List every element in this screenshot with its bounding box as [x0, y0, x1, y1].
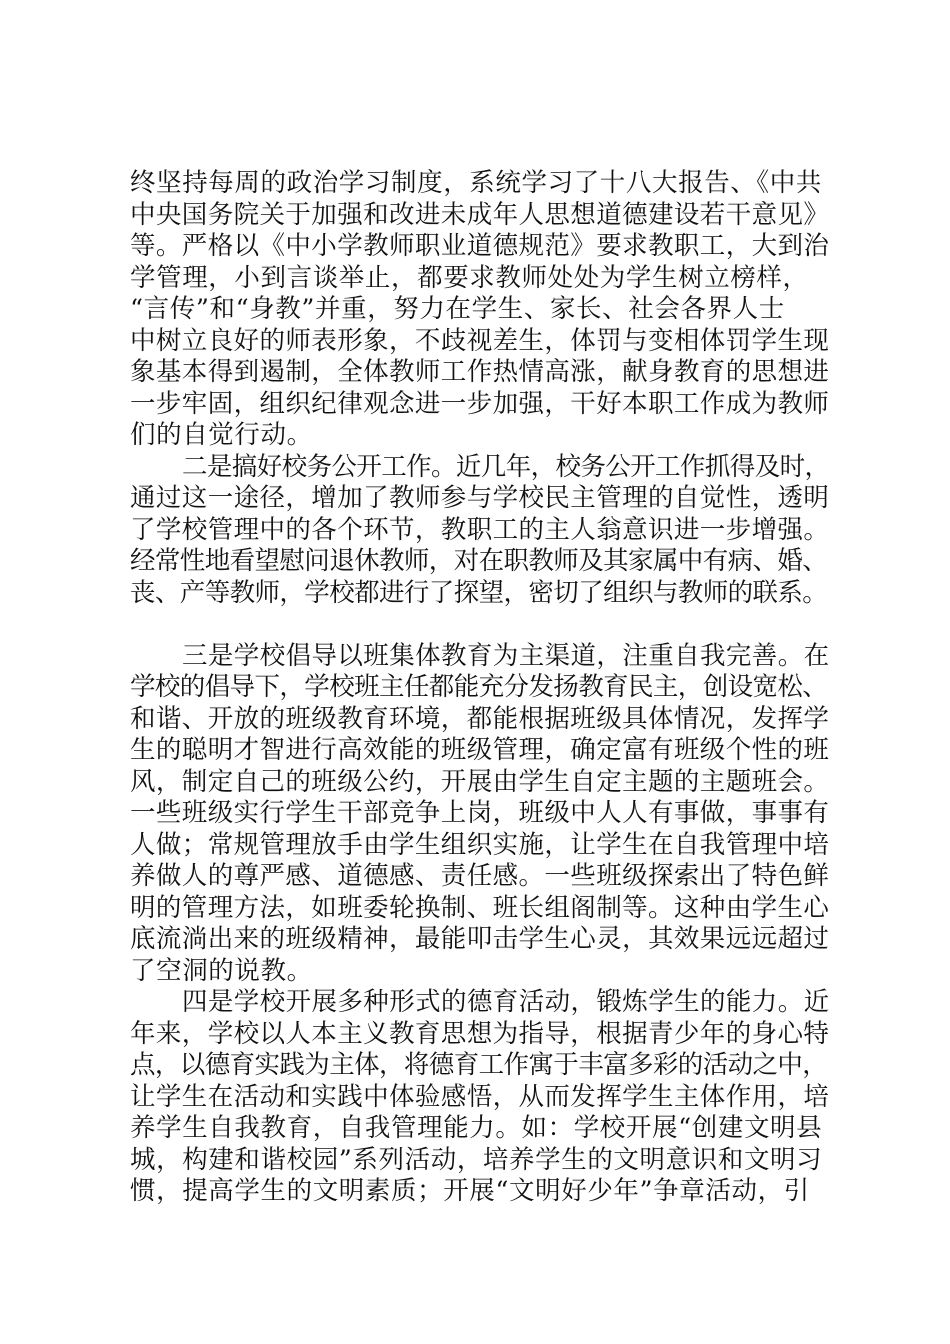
text-line: 风，制定自己的班级公约，开展由学生自定主题的主题班会。 [130, 766, 830, 797]
text-line: 底流淌出来的班级精神，最能叩击学生心灵，其效果远远超过 [130, 924, 830, 954]
text-line: 丧、产等教师，学校都进行了探望，密切了组织与教师的联系。 [130, 577, 828, 608]
text-line: 通过这一途径，增加了教师参与学校民主管理的自觉性，透明 [130, 483, 830, 513]
text-line: 让学生在活动和实践中体验感悟，从而发挥学生主体作用，培 [130, 1081, 830, 1112]
text-line: 城，构建和谐校园”系列活动，培养学生的文明意识和文明习 [130, 1144, 823, 1175]
text-line: 们的自觉行动。 [130, 420, 313, 450]
text-line: 年来，学校以人本主义教育思想为指导，根据青少年的身心特 [130, 1018, 830, 1049]
text-line: 象基本得到遏制，全体教师工作热情高涨，献身教育的思想进 [130, 357, 830, 387]
text-line: 了空洞的说教。 [130, 955, 313, 986]
text-line: 中央国务院关于加强和改进未成年人思想道德建设若干意见》 [130, 199, 830, 230]
text-line: 三是学校倡导以班集体教育为主渠道，注重自我完善。在 [182, 640, 830, 671]
text-line: 养学生自我教育，自我管理能力。如：学校开展“创建文明县 [130, 1113, 823, 1143]
text-line: 明的管理方法，如班委轮换制、班长组阁制等。这种由学生心 [130, 892, 830, 923]
text-line: 学校的倡导下，学校班主任都能充分发扬教育民主，创设宽松、 [130, 672, 828, 702]
text-line: 一步牢固，组织纪律观念进一步加强，干好本职工作成为教师 [130, 388, 830, 419]
text-line: “言传”和“身教”并重，努力在学生、家长、社会各界人士 [130, 294, 785, 324]
text-line: 一些班级实行学生干部竞争上岗，班级中人人有事做，事事有 [130, 798, 830, 828]
text-line: 二是搞好校务公开工作。近几年，校务公开工作抓得及时， [182, 451, 830, 482]
text-line: 四是学校开展多种形式的德育活动，锻炼学生的能力。近 [182, 987, 830, 1017]
text-line: 点，以德育实践为主体，将德育工作寓于丰富多彩的活动之中， [130, 1050, 828, 1080]
text-line: 养做人的尊严感、道德感、责任感。一些班级探索出了特色鲜 [130, 861, 830, 891]
text-line: 学管理，小到言谈举止，都要求教师处处为学生树立榜样， [130, 262, 809, 293]
text-line: 了学校管理中的各个环节，教职工的主人翁意识进一步增强。 [130, 514, 830, 545]
text-line: 生的聪明才智进行高效能的班级管理，确定富有班级个性的班 [130, 735, 830, 765]
text-line: 人做；常规管理放手由学生组织实施，让学生在自我管理中培 [130, 829, 830, 860]
text-line: 惯，提高学生的文明素质；开展“文明好少年”争章活动，引 [130, 1176, 810, 1206]
text-line: 经常性地看望慰问退休教师，对在职教师及其家属中有病、婚、 [130, 546, 828, 576]
text-line: 中树立良好的师表形象，不歧视差生，体罚与变相体罚学生现 [130, 325, 830, 356]
text-line: 和谐、开放的班级教育环境，都能根据班级具体情况，发挥学 [130, 703, 830, 734]
text-line: 终坚持每周的政治学习制度，系统学习了十八大报告、《中共 [130, 168, 822, 198]
paragraph-gap [130, 609, 830, 641]
text-line: 等。严格以《中小学教师职业道德规范》要求教职工，大到治 [130, 231, 830, 261]
body-text [130, 168, 830, 1208]
